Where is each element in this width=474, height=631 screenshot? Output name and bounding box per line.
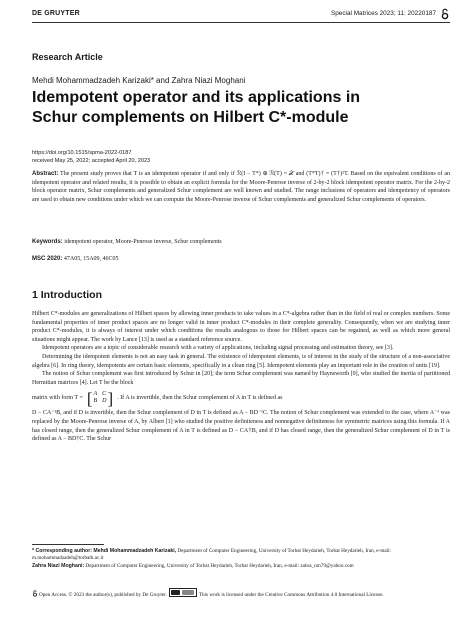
footnote	[32, 548, 452, 563]
abstract	[32, 170, 450, 204]
keywords-text: idempotent operator, Moore-Penrose inverse, Schur complements	[64, 239, 222, 245]
paragraph: Determining the idempotent elements is not an easy task in general. The existence of idempotent elements, is of interest in the study of the structure of a non-associative algebra [6]. In ring theory, idempotents are certain basic elements, specifically in a clean ring [5]. Idempotent elements play an important role in the creation of units [19].	[32, 353, 450, 369]
running-header	[32, 8, 450, 22]
footnote-rule	[32, 544, 104, 545]
paragraph: Hilbert C*-modules are generalizations of Hilbert spaces by allowing inner products to take values in a C*-algebra rather than in the field of real or complex numbers. Some fundamental properties of inner product spaces are no longer valid in inner product C*-modules in their complete generality. Consequently, when we are studying inner product C*-modules, it is always of interest under which conditions the results analogous to those for Hilbert spaces can be regained, as well as which more general situations might appear. The work by Lance [13] is used as a standard reference source.	[32, 311, 450, 343]
matrix-cell: A	[93, 390, 98, 397]
section-heading: 1 Introduction	[32, 289, 102, 301]
block-matrix-line	[32, 387, 450, 409]
cc-by-license-icon	[169, 588, 197, 597]
msc-classification	[32, 255, 450, 264]
footnote-label: Zahra Niazi Moghani:	[32, 562, 85, 569]
matrix-cell: C	[102, 390, 107, 397]
license-notice	[32, 588, 452, 599]
block-matrix	[86, 390, 114, 407]
matrix-cells	[94, 391, 107, 406]
publisher-name: DE GRUYTER	[32, 10, 80, 17]
footnote-text: Department of Computer Engineering, University of Torbat Heydarieh, Torbat Heydarieh, Iran, e-mail: zahra_nm79@yahoo.com	[85, 562, 354, 569]
doi-link[interactable]: https://doi.org/10.1515/spma-2022-0187	[32, 150, 132, 156]
keywords	[32, 238, 450, 247]
footnote-label: * Corresponding author: Mehdi Mohammadzadeh Karizaki,	[32, 548, 177, 554]
article-type: Research Article	[32, 52, 103, 62]
open-access-icon	[440, 8, 450, 20]
left-bracket: [	[86, 388, 93, 408]
matrix-cell: D	[102, 398, 107, 405]
matrix-trail-text: . If A is invertible, then the Schur complement of A in T is defined as	[117, 395, 283, 402]
abstract-label: Abstract:	[32, 171, 59, 177]
matrix-cell: B	[93, 398, 98, 405]
paragraph: Idempotent operators are a topic of considerable research with a variety of applications, including signal processing and estimation theory, see [3].	[42, 345, 394, 352]
keywords-label: Keywords:	[32, 239, 63, 245]
open-access-icon	[32, 590, 38, 597]
footnote-text: Department of Computer Engineering, University of Torbat Heydarieh, Torbat Heydarieh, Iran, e-mail: m.mohammadzadeh@torbath.ac.ir	[32, 548, 391, 562]
title-line-2: Schur complements on Hilbert C*-module	[32, 109, 349, 126]
introduction-body	[32, 310, 450, 444]
paragraph: D − CA⁻¹B, and if D is invertible, then the Schur complement of D in T is defined as A − BD⁻¹C. The notion of Schur complement was extended to the case, where A⁻¹ was replaced by the Moore-Penrose inverse of A, by Albert [1] who studied the positive definiteness and nonnegative definiteness for symmetric matrices using this formula. If A has closed range, then the generalized Schur complement of A in T is defined as D − CA†B, and if D has closed range, then the generalized Schur complement of D in T is defined as A − BD†C. The Schur	[32, 410, 450, 443]
article-dates: received May 25, 2022; accepted April 20, 2023	[32, 157, 151, 164]
title-line-1: Idempotent operator and its applications in	[32, 89, 361, 106]
header-rule	[32, 22, 450, 23]
abstract-text: The present study proves that T is an idempotent operator if and only if ℛ(I − T*) ⊕ ℛ(T) = 𝒳 and (T*T)† = (T†)²T. Based on the equivalent conditions of an idempotent operator and related results, it is possible to obtain an explicit formula for the Moore-Penrose inverse of 2-by-2 block idempotent operator matrix. For the 2-by-2 block operator matrix, Schur complements and generalized Schur complement are well known and studied. The range inclusions of operators and idempotency of operators are used to obtain new conditions under which we can compute the Moore-Penrose inverse of Schur complements and generalized Schur complements of operators.	[32, 171, 450, 203]
footnote	[32, 563, 452, 570]
license-lead-text: Open Access. © 2023 the author(s), published by De Gruyter.	[39, 592, 167, 598]
license-trail-text: This work is licensed under the Creative Commons Attribution 4.0 International License.	[198, 592, 384, 598]
article-title	[32, 88, 452, 128]
matrix-lead-text: matrix with form T =	[32, 395, 83, 402]
right-bracket: ]	[107, 388, 114, 408]
paragraph: The notion of Schur complement was first introduced by Schur in [20]; the term Schur complement was named by Haynsworth [9], who studied the inertia of partitioned Hermitian matrices [4]. Let T be the block	[32, 371, 450, 386]
journal-citation: Special Matrices 2023; 11: 20220187	[330, 10, 436, 17]
article-meta	[32, 150, 150, 165]
author-list: Mehdi Mohammadzadeh Karizaki* and Zahra Niazi Moghani	[32, 76, 246, 85]
msc-label: MSC 2020:	[32, 256, 63, 262]
footnotes	[32, 548, 452, 570]
msc-text: 47A05, 15A09, 46C05	[63, 256, 119, 262]
